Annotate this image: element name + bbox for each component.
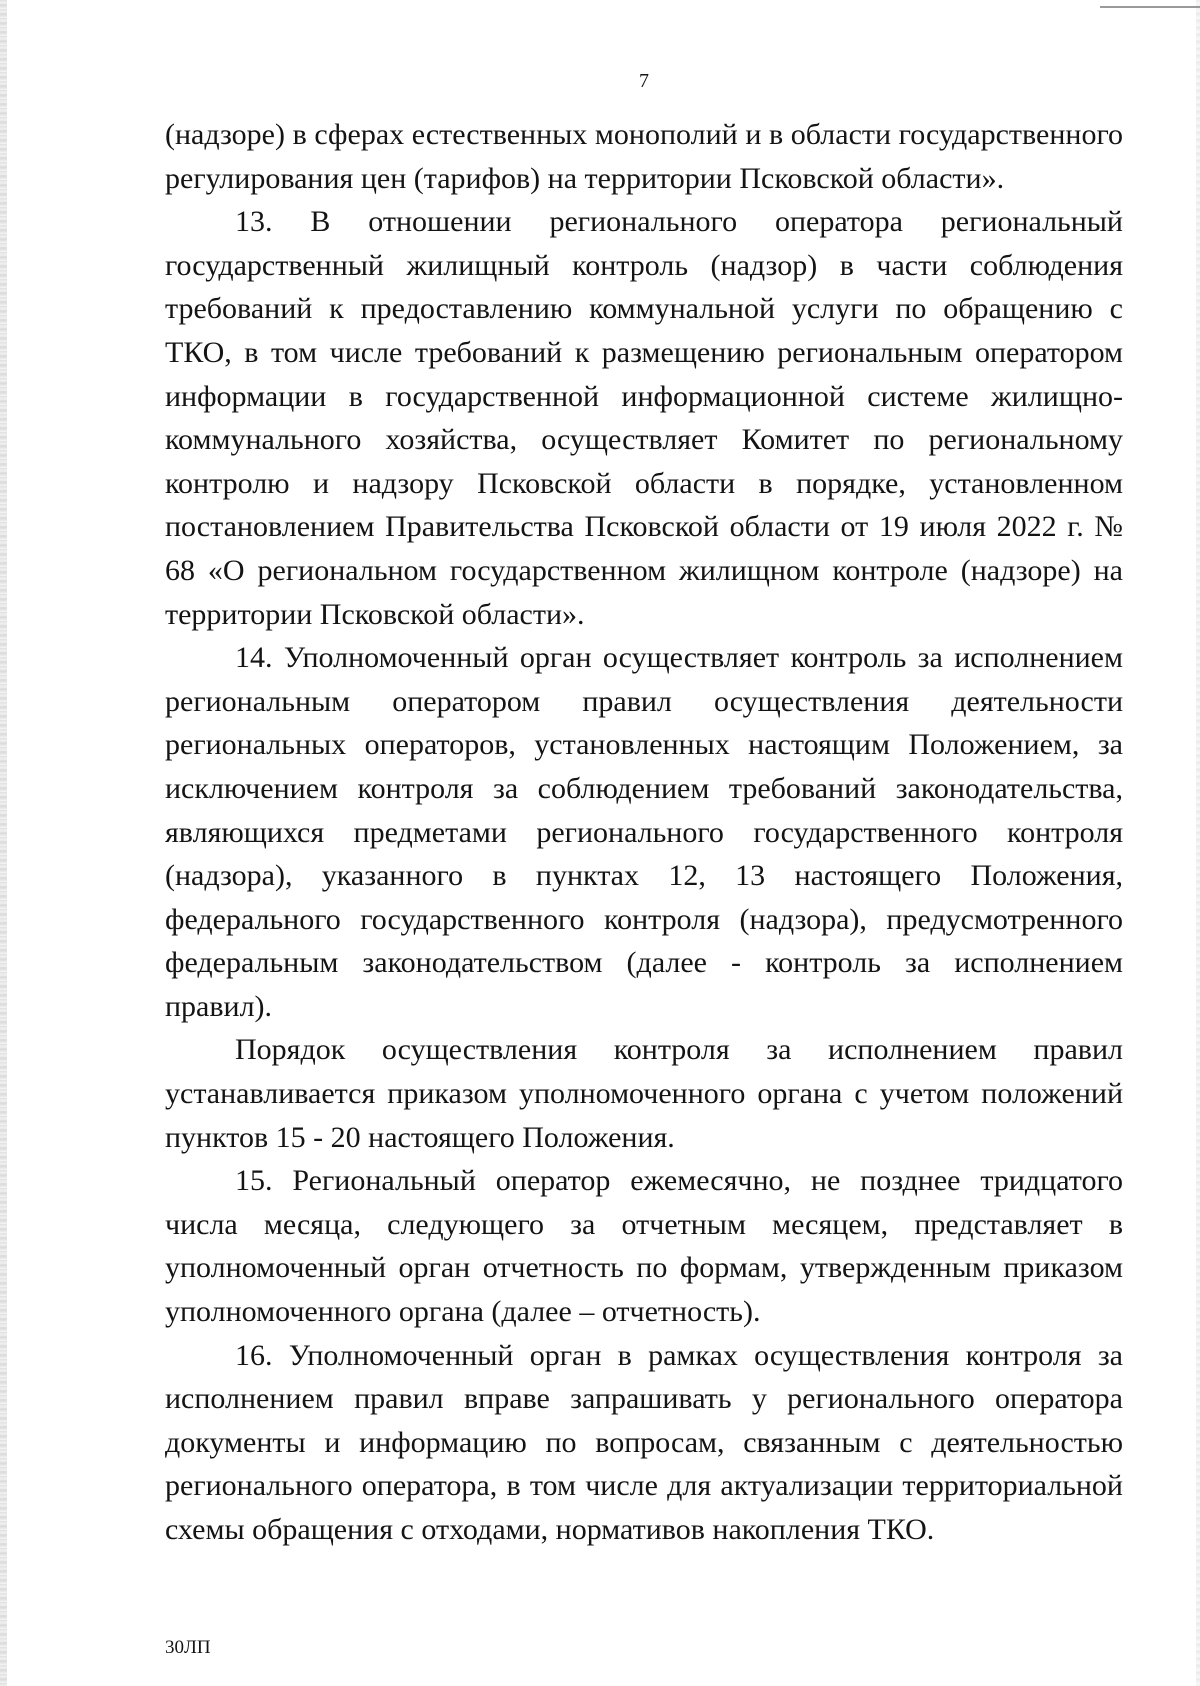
paragraph-14-procedure: Порядок осуществления контроля за исполнением правил устанавливается приказом уполномоченного органа с учетом положений пунктов 15 - 20 настоящего Положения. — [165, 1033, 1123, 1154]
paragraph-16: 16. Уполномоченный орган в рамках осуществления контроля за исполнением правил вправе запрашивать у регионального оператора документы и информацию по вопросам, связанным с деятельностью регионального оператора, в том числе для актуализации территориальной схемы обращения с отходами, нормативов накопления ТКО. — [165, 1338, 1123, 1546]
paragraph-13: 13. В отношении регионального оператора региональный государственный жилищный контроль (надзор) в части соблюдения требований к предоставлению коммунальной услуги по обращению с ТКО, в том числе требований к размещению региональным оператором информации в государственной информационной системе жилищно-коммунального хозяйства, осуществляет Комитет по региональному контролю и надзору Псковской области в порядке, установленном постановлением Правительства Псковской области от 19 июля 2022 г. № 68 «О региональном государственном жилищном контроле (надзоре) на территории Псковской области». — [165, 205, 1123, 631]
document-body — [165, 113, 1123, 1552]
paragraph-15: 15. Региональный оператор ежемесячно, не позднее тридцатого числа месяца, следующего за отчетным месяцем, представляет в уполномоченный орган отчетность по формам, утвержденным приказом уполномоченного органа (далее – отчетность). — [165, 1164, 1123, 1329]
paragraph-continuation: (надзоре) в сферах естественных монополий и в области государственного регулирования цен (тарифов) на территории Псковской области». — [165, 118, 1123, 195]
scan-edge-left — [0, 0, 7, 1686]
paragraph-14: 14. Уполномоченный орган осуществляет контроль за исполнением региональным оператором правил осуществления деятельности региональных операторов, установленных настоящим Положением, за исключением контроля за соблюдением требований законодательства, являющихся предметами регионального государственного контроля (надзора), указанного в пунктах 12, 13 настоящего Положения, федерального государственного контроля (надзора), предусмотренного федеральным законодательством (далее - контроль за исполнением правил). — [165, 641, 1123, 1023]
page-number: 7 — [639, 70, 649, 92]
footer-document-code: 30ЛП — [165, 1637, 211, 1658]
scan-top-line — [1100, 6, 1200, 8]
scan-edge-right — [1196, 0, 1200, 1686]
